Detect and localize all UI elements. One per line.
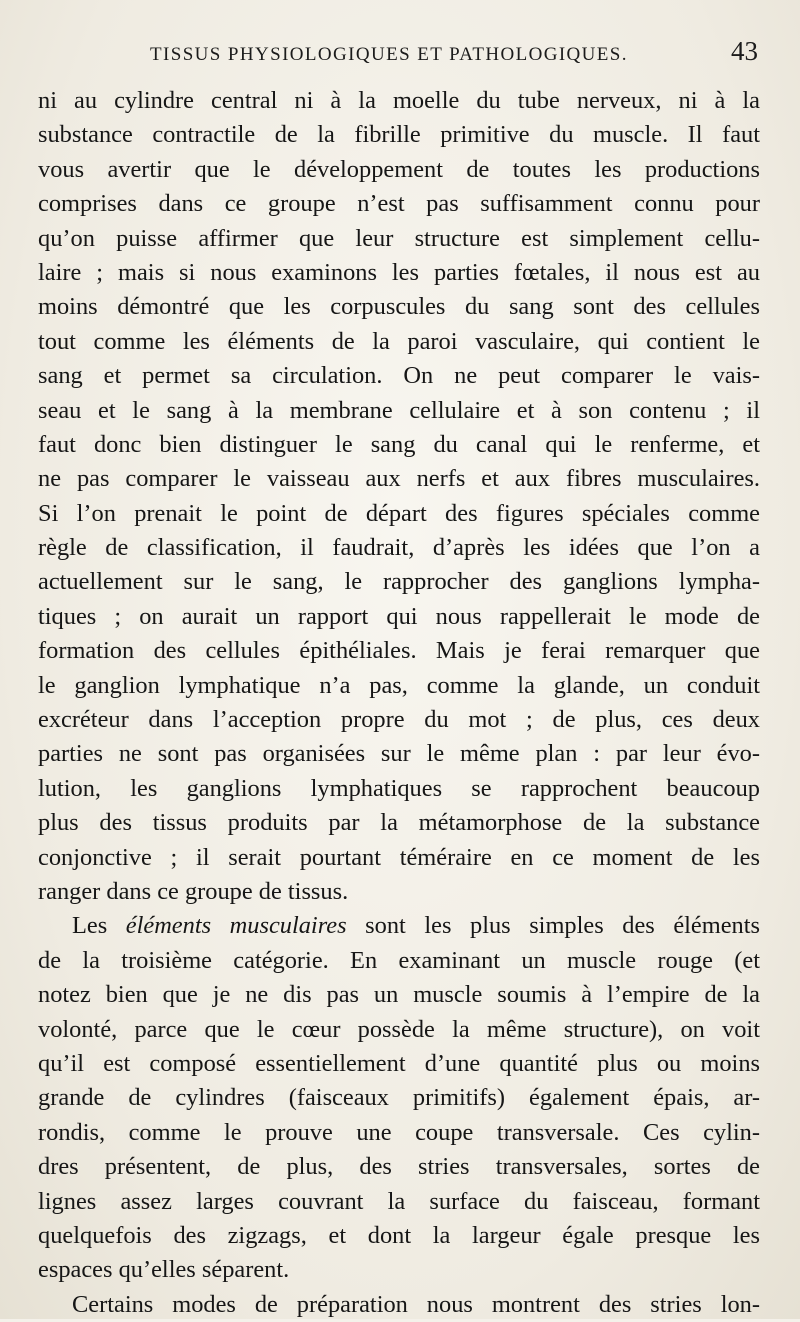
text-run: sont les plus simples des éléments [346, 912, 761, 940]
text-line: tout comme les éléments de la paroi vasculaire, qui contient le [38, 327, 760, 355]
text-line: lignes assez larges couvrant la surface du faisceau, formant [38, 1187, 760, 1215]
text-line: notez bien que je ne dis pas un muscle soumis à l’empire de la [38, 981, 760, 1009]
paragraph-1 [38, 84, 760, 909]
text-line: Certains modes de préparation nous montrent des stries lon- [72, 1290, 760, 1318]
text-line: actuellement sur le sang, le rapprocher des ganglions lympha- [38, 568, 760, 596]
text-line: qu’il est composé essentiellement d’une quantité plus ou moins [38, 1049, 760, 1077]
text-line: rondis, comme le prouve une coupe transversale. Ces cylin- [38, 1118, 760, 1146]
text-line: excréteur dans l’acception propre du mot ; de plus, ces deux [38, 706, 760, 734]
emphasized-term: éléments musculaires [125, 912, 347, 940]
text-line: tiques ; on aurait un rapport qui nous rappellerait le mode de [38, 602, 760, 630]
page-number: 43 [731, 36, 758, 66]
body-text [38, 84, 760, 1322]
text-line: espaces qu’elles séparent. [38, 1256, 290, 1284]
text-line: dres présentent, de plus, des stries transversales, sortes de [38, 1153, 760, 1181]
text-line: vous avertir que le développement de toutes les productions [38, 155, 760, 183]
text-line [38, 909, 760, 943]
text-line: laire ; mais si nous examinons les parties fœtales, il nous est au [38, 258, 760, 286]
page-header [38, 36, 762, 70]
text-line: ranger dans ce groupe de tissus. [38, 877, 349, 905]
text-line: substance contractile de la fibrille primitive du muscle. Il faut [38, 121, 760, 149]
text-line: moins démontré que les corpuscules du sang sont des cellules [38, 293, 760, 321]
text-line: ne pas comparer le vaisseau aux nerfs et aux fibres musculaires. [38, 465, 760, 493]
paragraph-2 [38, 909, 760, 1287]
text-line: formation des cellules épithéliales. Mais je ferai remarquer que [38, 637, 760, 665]
text-line: grande de cylindres (faisceaux primitifs) également épais, ar- [38, 1084, 760, 1112]
paragraph-3 [38, 1288, 760, 1322]
text-line: sang et permet sa circulation. On ne peut comparer le vais- [38, 362, 760, 390]
text-line: comprises dans ce groupe n’est pas suffisamment connu pour [38, 190, 760, 218]
text-line: seau et le sang à la membrane cellulaire et à son contenu ; il [38, 396, 760, 424]
text-line: volonté, parce que le cœur possède la même structure), on voit [38, 1015, 760, 1043]
text-line: de la troisième catégorie. En examinant un muscle rouge (et [38, 946, 760, 974]
text-line: lution, les ganglions lymphatiques se rapprochent beaucoup [38, 774, 760, 802]
text-line: le ganglion lymphatique n’a pas, comme la glande, un conduit [38, 671, 760, 699]
text-line: règle de classification, il faudrait, d’après les idées que l’on a [38, 534, 760, 562]
text-line: qu’on puisse affirmer que leur structure est simplement cellu- [38, 224, 760, 252]
text-line: quelquefois des zigzags, et dont la largeur égale presque les [38, 1221, 760, 1249]
text-line: conjonctive ; il serait pourtant téméraire en ce moment de les [38, 843, 760, 871]
text-line: Si l’on prenait le point de départ des figures spéciales comme [38, 499, 760, 527]
text-line: faut donc bien distinguer le sang du canal qui le renferme, et [38, 430, 760, 458]
text-line: plus des tissus produits par la métamorphose de la substance [38, 809, 760, 837]
text-line: ni au cylindre central ni à la moelle du tube nerveux, ni à la [38, 87, 760, 114]
running-head: TISSUS PHYSIOLOGIQUES ET PATHOLOGIQUES. [150, 44, 628, 65]
text-run: Les [72, 912, 126, 940]
text-line: parties ne sont pas organisées sur le même plan : par leur évo- [38, 740, 760, 768]
